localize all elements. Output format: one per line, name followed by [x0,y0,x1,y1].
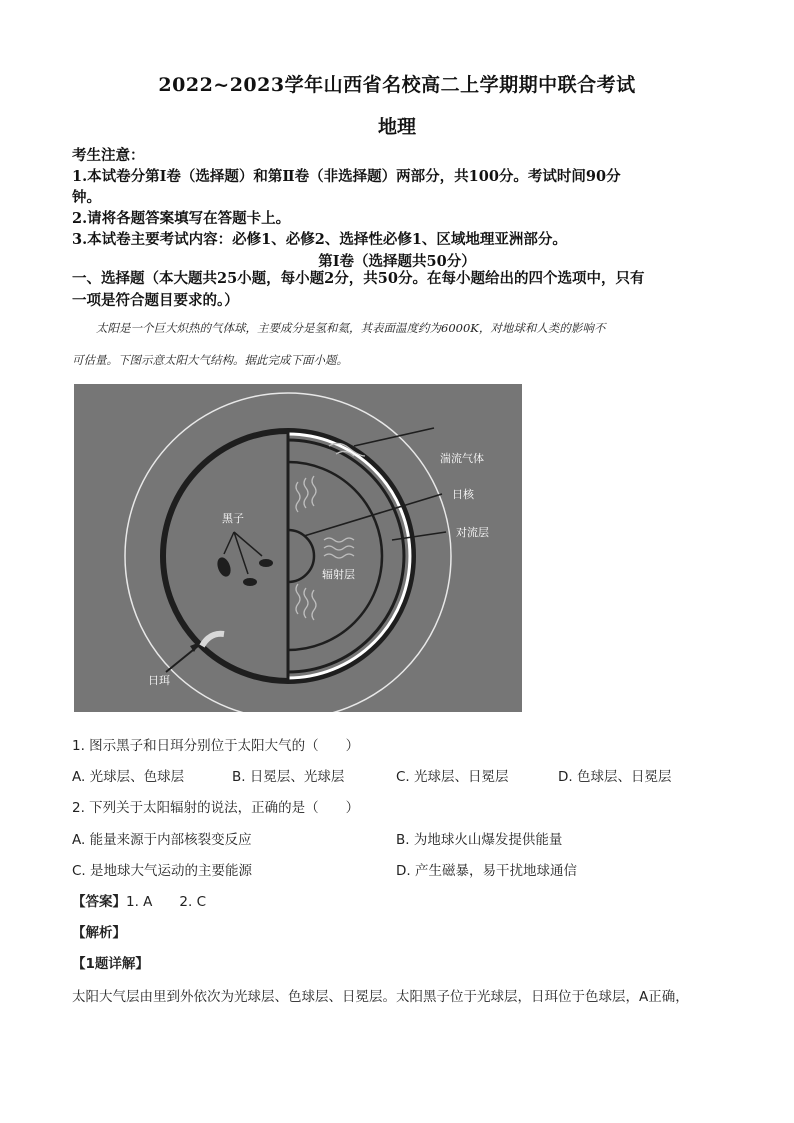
detail-label: 【1题详解】 [72,956,149,972]
question-2-stem: 2. 下列关于太阳辐射的说法，正确的是（ ） [72,800,360,816]
label-prominence: 日珥 [148,674,170,687]
notice-item: 1.本试卷分第Ⅰ卷（选择题）和第Ⅱ卷（非选择题）两部分，共100分。考试时间90分 [72,168,621,185]
answer-label: 【答案】 [72,894,126,910]
label-turbulent-gas: 湍流气体 [440,452,484,465]
sun-structure-figure [74,384,522,712]
intro-text [72,312,722,376]
subject-title: 地理 [377,116,416,138]
notice-item: 钟。 [72,189,101,206]
answer-line [72,890,206,910]
notice-heading: 考生注意： [72,147,145,164]
label-sunspot: 黑子 [222,512,244,525]
label-core: 日核 [452,488,474,501]
analysis-label: 【解析】 [72,925,126,941]
notice-block [72,145,722,250]
exam-title: 2022~2023学年山西省名校高二上学期期中联合考试 [158,74,636,96]
q1-option-a[interactable]: A. 光球层、色球层 [72,769,185,785]
label-radiation: 辐射层 [322,568,355,581]
intro-line: 可估量。下图示意太阳大气结构。据此完成下面小题。 [72,353,348,367]
sunspot-mark [243,578,257,586]
answer-text: 1. A 2. C [126,894,207,910]
section-heading [72,268,722,312]
section-line: 一项是符合题目要求的。） [72,292,239,309]
q2-option-d[interactable]: D. 产生磁暴，易干扰地球通信 [396,863,577,879]
analysis-text: 太阳大气层由里到外依次为光球层、色球层、日冕层。太阳黑子位于光球层，日珥位于色球层，A正确， [72,989,689,1005]
notice-item: 3.本试卷主要考试内容：必修1、必修2、选择性必修1、区域地理亚洲部分。 [72,231,567,248]
part1-title: 第Ⅰ卷（选择题共50分） [318,253,476,270]
question-1-stem: 1. 图示黑子和日珥分别位于太阳大气的（ ） [72,738,360,754]
section-line: 一、选择题（本大题共25小题，每小题2分，共50分。在每小题给出的四个选项中，只有 [72,270,645,287]
q2-option-c[interactable]: C. 是地球大气运动的主要能源 [72,863,253,879]
q1-option-b[interactable]: B. 日冕层、光球层 [232,769,345,785]
label-convection: 对流层 [456,526,489,539]
intro-line: 太阳是一个巨大炽热的气体球，主要成分是氢和氦，其表面温度约为6000K，对地球和人类的影响不 [96,321,606,335]
q1-option-d[interactable]: D. 色球层、日冕层 [558,769,672,785]
notice-item: 2.请将各题答案填写在答题卡上。 [72,210,291,227]
q2-option-a[interactable]: A. 能量来源于内部核裂变反应 [72,832,252,848]
q1-option-c[interactable]: C. 光球层、日冕层 [396,769,509,785]
sunspot-mark [259,559,273,567]
q2-option-b[interactable]: B. 为地球火山爆发提供能量 [396,832,563,848]
